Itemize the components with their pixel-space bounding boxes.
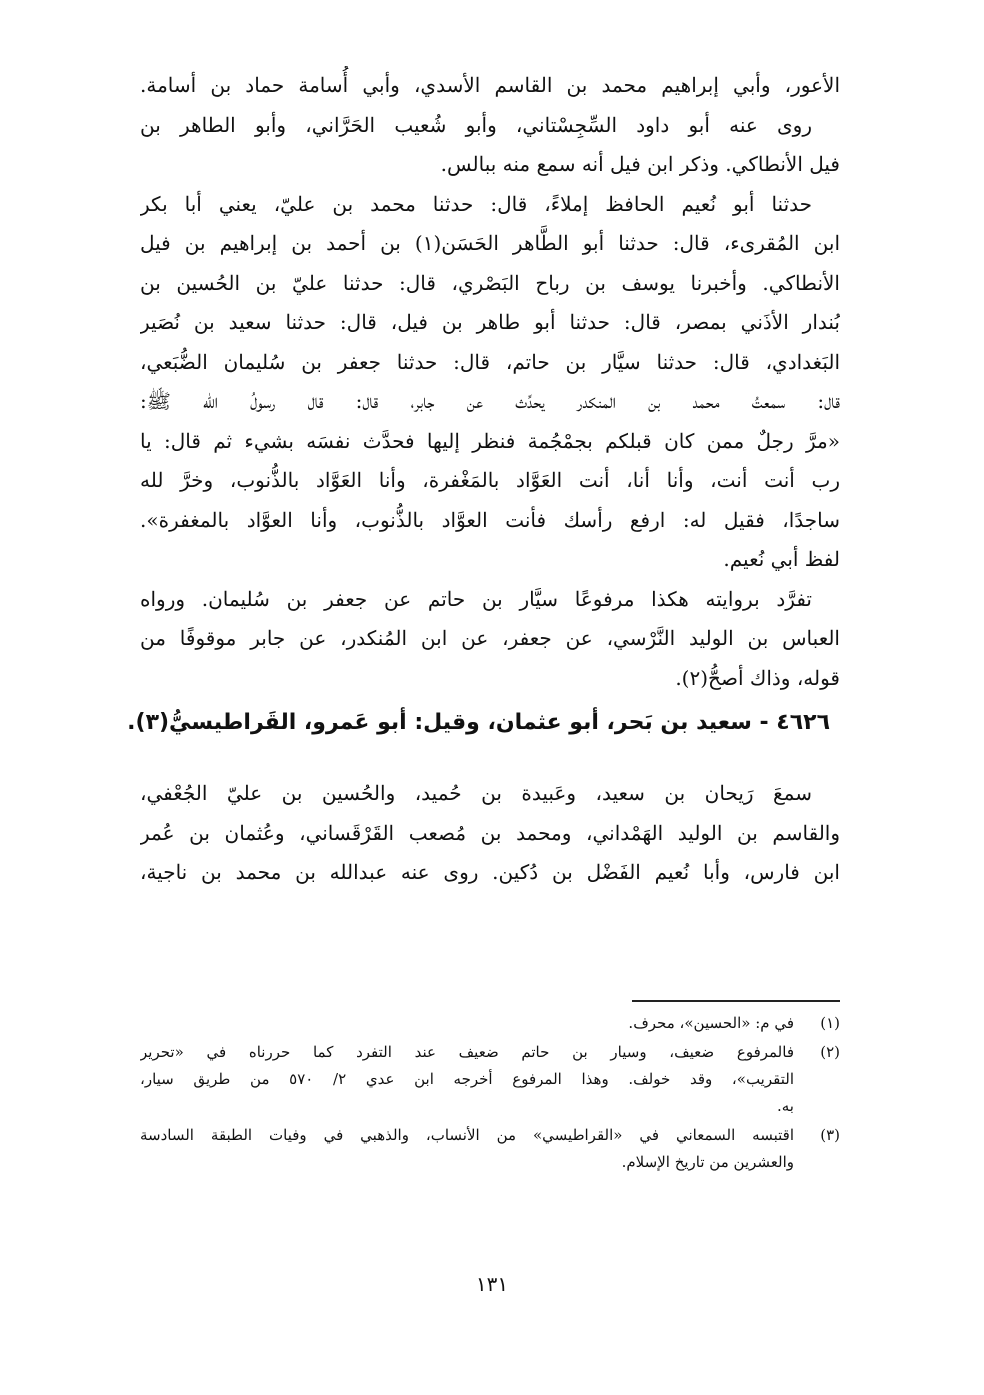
text-line: قال: سمعتُ محمد بن المنكدر يحدِّث عن جابر، قال: قال رسولُ الله ﷺ: — [140, 389, 840, 413]
footnote-number: (٣) — [820, 1126, 840, 1144]
text-line: الأنطاكي. وأخبرنا يوسف بن رباح البَصْري، قال: حدثنا عليّ بن الحُسين بن — [140, 270, 840, 295]
footnote-line: به. — [777, 1097, 794, 1115]
footnote-line: فالمرفوع ضعيف، وسيار بن حاتم ضعيف عند التفرد كما حررناه في «تحرير — [140, 1043, 794, 1061]
text-line: الأعور، وأبي إبراهيم محمد بن القاسم الأسدي، وأبي أُسامة حماد بن أسامة. — [140, 73, 840, 97]
text-line: فيل الأنطاكي. وذكر ابن فيل أنه سمع منه ببالس. — [440, 152, 840, 176]
footnote-line: التقريب»، وقد خولف. وهذا المرفوع أخرجه ابن عدي ٢/ ٥٧٠ من طريق سيار، — [140, 1070, 794, 1088]
text-line: رب أنت أنت، وأنا أنا، أنت العَوَّاد بالمَغْفرة، وأنا العَوَّاد بالذُّنوب، وخرَّ لله — [140, 468, 840, 492]
footnote-body — [140, 1010, 794, 1037]
main-text — [127, 66, 840, 893]
footnote-line: اقتبسه السمعاني في «القراطيسي» من الأنساب، والذهبي في وفيات الطبقة السادسة — [140, 1126, 794, 1144]
footnote-separator — [632, 1000, 840, 1002]
footnote — [140, 1039, 840, 1120]
footnote-line: والعشرين من تاريخ الإسلام. — [621, 1153, 794, 1171]
text-line: روى عنه أبو داود السِّجِسْتاني، وأبو شُعيب الحَرَّاني، وأبو الطاهر بن — [140, 112, 812, 137]
text-line: بُندار الأذَني بمصر، قال: حدثنا أبو طاهر بن فيل، قال: حدثنا سعيد بن نُصَير — [140, 310, 840, 334]
text-line: «مرَّ رجلٌ ممن كان قبلكم بجمْجُمة فنظر إليها فحدَّث نفسَه بشيء ثم قال: يا — [140, 428, 840, 453]
footnote-body — [140, 1039, 794, 1120]
text-line: البَغدادي، قال: حدثنا سيَّار بن حاتم، قال: حدثنا جعفر بن سُليمان الضُّبَعي، — [140, 349, 840, 374]
text-line: العباس بن الوليد النَّرْسي، عن جعفر، عن ابن المُنكدر، عن جابر موقوفًا من — [140, 626, 840, 650]
text-line: والقاسم بن الوليد الهَمْداني، ومحمد بن مُصعب القَرْقَساني، وعُثمان بن عُمر — [140, 820, 840, 845]
page-number: ١٣١ — [475, 1272, 509, 1296]
text-line: ابن فارس، وأبا نُعيم الفَضْل بن دُكين. روى عنه عبدالله بن محمد بن ناجية، — [140, 860, 840, 884]
footnote-body — [140, 1122, 794, 1176]
text-line: لفظ أبي نُعيم. — [723, 547, 840, 571]
text-line: سمعَ رَيحان بن سعيد، وعَبيدة بن حُميد، والحُسين بن عليّ الجُعْفي، — [140, 781, 812, 805]
text-line: قوله، وذاك أصحُّ(٢). — [675, 665, 840, 690]
footnote-number: (١) — [820, 1014, 840, 1032]
footnote — [140, 1010, 840, 1037]
text-line: حدثنا أبو نُعيم الحافظ إملاءً، قال: حدثنا محمد بن عليّ، يعني أبا بكر — [140, 191, 812, 216]
footnote-number: (٢) — [820, 1043, 840, 1061]
footnote-line: في م: «الحسين»، محرف. — [628, 1014, 794, 1032]
text-line: تفرَّد بروايته هكذا مرفوعًا سيَّار بن حاتم عن جعفر بن سُليمان. ورواه — [140, 586, 812, 611]
text-line: ساجدًا، فقيل له: ارفع رأسك فأنت العوَّاد بالذُّنوب، وأنا العوَّاد بالمغفرة». — [140, 507, 840, 532]
footnotes — [140, 1010, 840, 1178]
footnote — [140, 1122, 840, 1176]
entry-heading: ٤٦٢٦ - سعيد بن بَحر، أبو عثمان، وقيل: أبو عَمرو، القَراطيسيُّ(٣). — [127, 710, 830, 735]
text-line: ابن المُقرىء، قال: حدثنا أبو الطَّاهر الحَسَن(١) بن أحمد بن إبراهيم بن فيل — [140, 231, 840, 255]
